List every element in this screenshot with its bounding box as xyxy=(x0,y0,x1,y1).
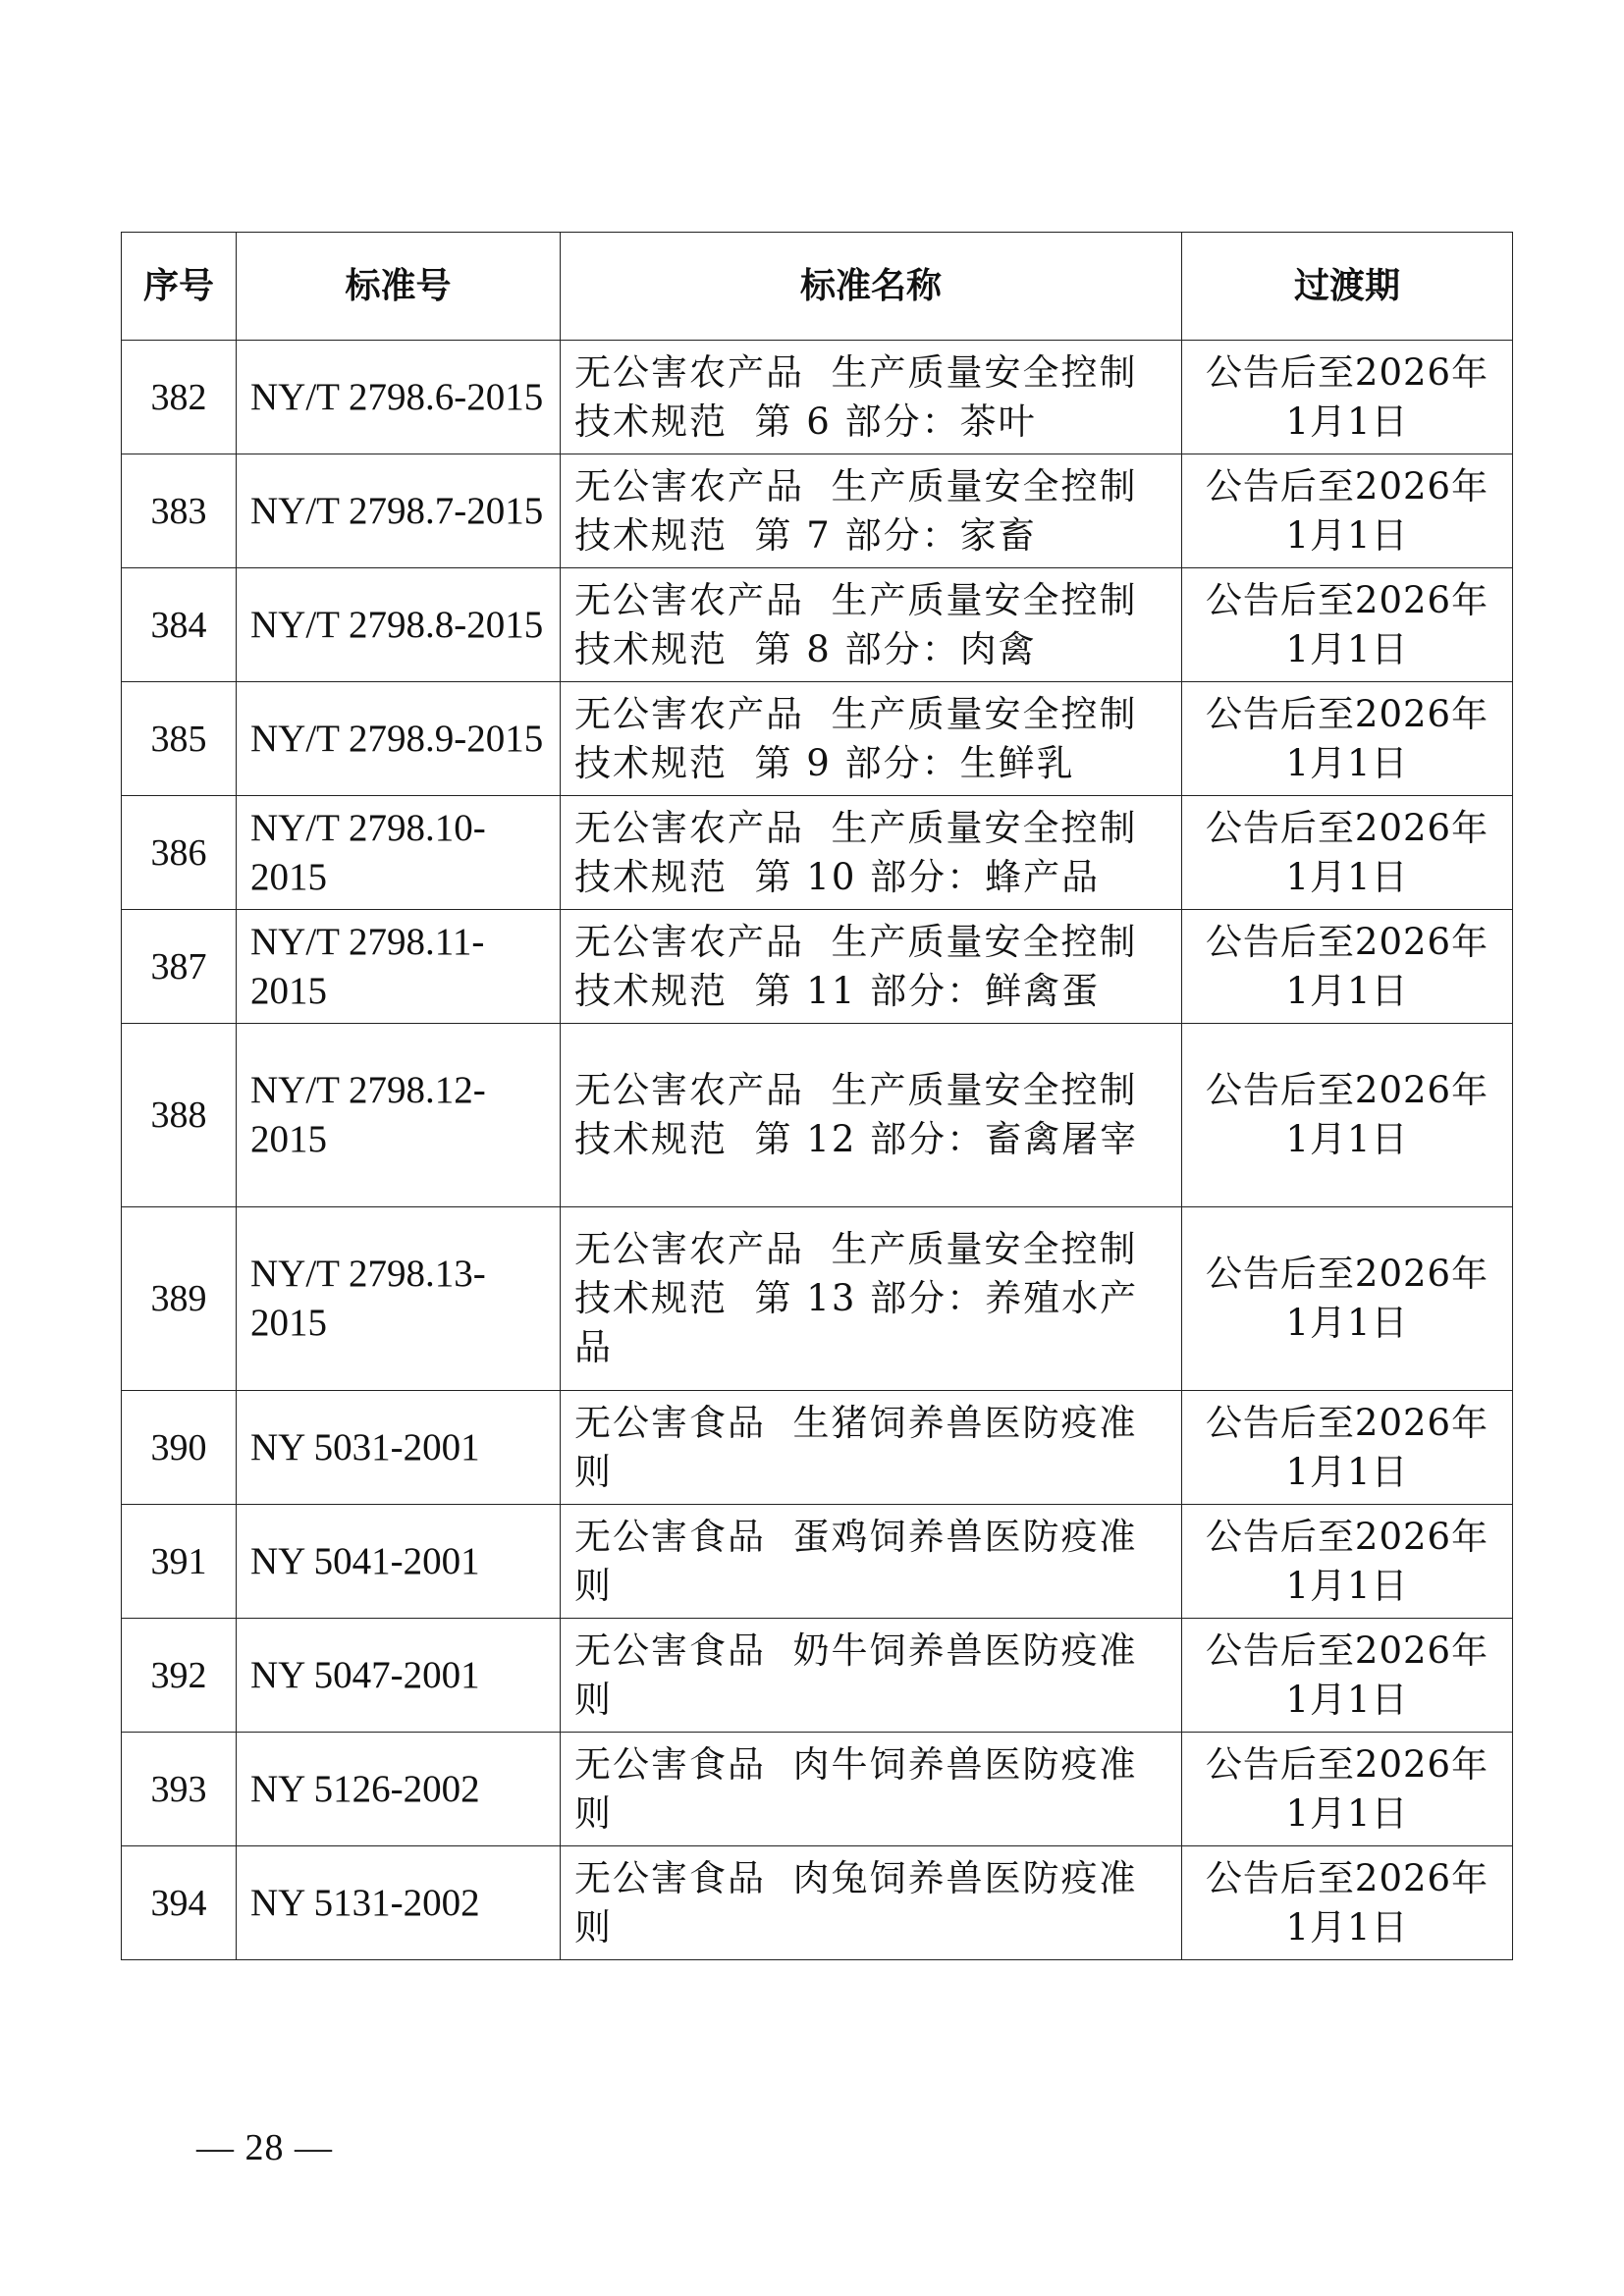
cell-code: NY/T 2798.7-2015 xyxy=(237,454,561,568)
table-body xyxy=(122,341,1513,1960)
table-row xyxy=(122,568,1513,682)
cell-seq: 392 xyxy=(122,1619,237,1733)
cell-transition: 公告后至2026年 1月1日 xyxy=(1182,1024,1513,1207)
cell-seq: 389 xyxy=(122,1207,237,1391)
cell-seq: 388 xyxy=(122,1024,237,1207)
cell-seq: 390 xyxy=(122,1391,237,1505)
cell-name: 无公害农产品 生产质量安全控制技术规范 第 7 部分：家畜 xyxy=(561,454,1182,568)
cell-seq: 385 xyxy=(122,682,237,796)
cell-transition: 公告后至2026年 1月1日 xyxy=(1182,568,1513,682)
table-row xyxy=(122,1207,1513,1391)
table-row xyxy=(122,682,1513,796)
cell-name: 无公害食品 肉兔饲养兽医防疫准则 xyxy=(561,1846,1182,1960)
cell-transition: 公告后至2026年 1月1日 xyxy=(1182,1391,1513,1505)
table-row xyxy=(122,1505,1513,1619)
cell-transition: 公告后至2026年 1月1日 xyxy=(1182,341,1513,454)
cell-transition: 公告后至2026年 1月1日 xyxy=(1182,1505,1513,1619)
table-row xyxy=(122,1846,1513,1960)
cell-name: 无公害食品 蛋鸡饲养兽医防疫准则 xyxy=(561,1505,1182,1619)
cell-code: NY 5047-2001 xyxy=(237,1619,561,1733)
cell-name: 无公害农产品 生产质量安全控制技术规范 第 13 部分：养殖水产品 xyxy=(561,1207,1182,1391)
table-row xyxy=(122,1391,1513,1505)
cell-name: 无公害食品 奶牛饲养兽医防疫准则 xyxy=(561,1619,1182,1733)
cell-seq: 384 xyxy=(122,568,237,682)
table-row xyxy=(122,910,1513,1024)
cell-code: NY/T 2798.13-2015 xyxy=(237,1207,561,1391)
table-row xyxy=(122,1733,1513,1846)
cell-name: 无公害农产品 生产质量安全控制技术规范 第 10 部分：蜂产品 xyxy=(561,796,1182,910)
cell-seq: 383 xyxy=(122,454,237,568)
cell-code: NY/T 2798.11-2015 xyxy=(237,910,561,1024)
cell-name: 无公害农产品 生产质量安全控制技术规范 第 6 部分：茶叶 xyxy=(561,341,1182,454)
table-row xyxy=(122,1619,1513,1733)
cell-code: NY/T 2798.12-2015 xyxy=(237,1024,561,1207)
cell-code: NY/T 2798.6-2015 xyxy=(237,341,561,454)
cell-transition: 公告后至2026年 1月1日 xyxy=(1182,1733,1513,1846)
cell-name: 无公害食品 肉牛饲养兽医防疫准则 xyxy=(561,1733,1182,1846)
cell-name: 无公害食品 生猪饲养兽医防疫准则 xyxy=(561,1391,1182,1505)
table-row xyxy=(122,454,1513,568)
cell-transition: 公告后至2026年 1月1日 xyxy=(1182,910,1513,1024)
cell-transition: 公告后至2026年 1月1日 xyxy=(1182,1207,1513,1391)
cell-name: 无公害农产品 生产质量安全控制技术规范 第 9 部分：生鲜乳 xyxy=(561,682,1182,796)
cell-name: 无公害农产品 生产质量安全控制技术规范 第 11 部分：鲜禽蛋 xyxy=(561,910,1182,1024)
header-seq: 序号 xyxy=(122,233,237,341)
page-number: — 28 — xyxy=(196,2127,333,2168)
table-row xyxy=(122,341,1513,454)
cell-transition: 公告后至2026年 1月1日 xyxy=(1182,682,1513,796)
cell-transition: 公告后至2026年 1月1日 xyxy=(1182,796,1513,910)
table-row xyxy=(122,796,1513,910)
cell-transition: 公告后至2026年 1月1日 xyxy=(1182,454,1513,568)
cell-name: 无公害农产品 生产质量安全控制技术规范 第 8 部分：肉禽 xyxy=(561,568,1182,682)
table-row xyxy=(122,1024,1513,1207)
cell-seq: 387 xyxy=(122,910,237,1024)
cell-code: NY/T 2798.8-2015 xyxy=(237,568,561,682)
header-transition: 过渡期 xyxy=(1182,233,1513,341)
cell-code: NY 5131-2002 xyxy=(237,1846,561,1960)
cell-seq: 382 xyxy=(122,341,237,454)
header-name: 标准名称 xyxy=(561,233,1182,341)
cell-code: NY/T 2798.10-2015 xyxy=(237,796,561,910)
table-header xyxy=(122,233,1513,341)
cell-name: 无公害农产品 生产质量安全控制技术规范 第 12 部分：畜禽屠宰 xyxy=(561,1024,1182,1207)
header-row xyxy=(122,233,1513,341)
cell-transition: 公告后至2026年 1月1日 xyxy=(1182,1619,1513,1733)
header-code: 标准号 xyxy=(237,233,561,341)
cell-seq: 391 xyxy=(122,1505,237,1619)
cell-seq: 393 xyxy=(122,1733,237,1846)
cell-seq: 394 xyxy=(122,1846,237,1960)
cell-code: NY 5041-2001 xyxy=(237,1505,561,1619)
cell-code: NY 5126-2002 xyxy=(237,1733,561,1846)
cell-code: NY/T 2798.9-2015 xyxy=(237,682,561,796)
cell-code: NY 5031-2001 xyxy=(237,1391,561,1505)
standards-table xyxy=(121,232,1513,1960)
cell-transition: 公告后至2026年 1月1日 xyxy=(1182,1846,1513,1960)
cell-seq: 386 xyxy=(122,796,237,910)
